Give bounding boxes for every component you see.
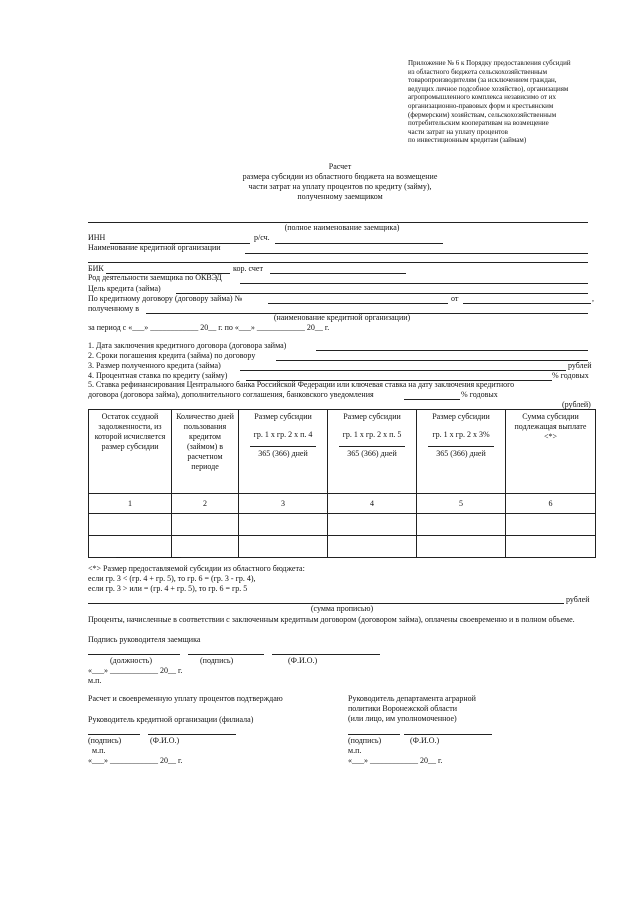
department-line-3: (или лицо, им уполномоченное): [348, 714, 457, 723]
okved-label: Род деятельности заемщика по ОКВЭД: [88, 273, 222, 282]
department-line-2: политики Воронежской области: [348, 704, 457, 713]
col-header-subsidy-3pct: Размер субсидии $\frac{\text{гр. 1 х гр. 2 х 3\%}}{\text{365 (366) дней}}$: [417, 410, 506, 494]
currency-caption: (рублей): [562, 400, 591, 409]
footnote-line-2: если гр. 3 < (гр. 4 + гр. 5), то гр. 6 = (гр. 3 - гр. 4),: [88, 574, 256, 583]
item-3-unit: рублей: [568, 361, 592, 370]
table-cell[interactable]: [328, 536, 417, 558]
borrower-name-caption: (полное наименование заемщика): [284, 223, 400, 232]
appendix-line: (фермерским) хозяйствам, сельскохозяйственным: [408, 110, 557, 119]
appendix-line: организационно-правовых форм и крестьянским: [408, 101, 554, 110]
item-1-field[interactable]: [316, 350, 588, 351]
table-cell[interactable]: [239, 536, 328, 558]
borrower-fio-field[interactable]: [272, 654, 380, 655]
received-in-label: полученному в: [88, 304, 139, 313]
inn-label: ИНН: [88, 233, 106, 242]
bank-name-field-extra[interactable]: [88, 262, 588, 263]
item-5-label: 5. Ставка рефинансирования Центрального банка Российской Федерации или ключевая ставка на дату заключения кредитного: [88, 380, 515, 389]
column-number-row: [89, 494, 596, 514]
appendix-line: Приложение № 6 к Порядку предоставления субсидий: [408, 59, 571, 67]
appendix-line: части затрат на уплату процентов: [408, 127, 508, 136]
item-2-label: 2. Сроки погашения кредита (займа) по договору: [88, 351, 256, 360]
bik-label: БИК: [88, 264, 104, 273]
bank-signature-caption: (подпись): [88, 736, 122, 745]
bank-stamp-place: м.п.: [92, 746, 106, 755]
col-number: 3: [239, 494, 328, 514]
account-field[interactable]: [275, 243, 443, 244]
document-title: [180, 162, 500, 202]
appendix-line: агропромышленного комплекса независимо от их: [408, 93, 556, 102]
col-number: 1: [89, 494, 172, 514]
table-cell[interactable]: [506, 536, 596, 558]
bank-name-field[interactable]: [245, 253, 588, 254]
col-number: 6: [506, 494, 596, 514]
contract-date-label: от: [451, 294, 459, 303]
title-line-1: Расчет: [328, 162, 352, 171]
contract-date-field[interactable]: [463, 303, 591, 304]
col-number: 5: [417, 494, 506, 514]
borrower-date-field[interactable]: «___» ____________ 20__ г.: [88, 666, 183, 675]
bank-caption: (наименование кредитной организации): [273, 313, 411, 322]
bank-name-label: Наименование кредитной организации: [88, 243, 221, 252]
appendix-line: из областного бюджета сельскохозяйственным: [408, 67, 548, 76]
bank-fio-field[interactable]: [148, 734, 236, 735]
contract-label: По кредитному договору (договору займа) №: [88, 294, 243, 303]
item-3-label: 3. Размер полученного кредита (займа): [88, 361, 221, 370]
footnote-line-3: если гр. 3 > или = (гр. 4 + гр. 5), то гр. 6 = гр. 5: [88, 584, 248, 593]
department-stamp-place: м.п.: [348, 746, 362, 755]
okved-field[interactable]: [240, 283, 588, 284]
col-number: 2: [172, 494, 239, 514]
stamp-place: м.п.: [88, 676, 102, 685]
fio-caption: (Ф.И.О.): [288, 656, 318, 665]
item-2-field[interactable]: [276, 360, 588, 361]
department-fio-caption: (Ф.И.О.): [410, 736, 440, 745]
contract-number-field[interactable]: [268, 303, 448, 304]
title-line-2: размера субсидии из областного бюджета на возмещение: [242, 172, 438, 181]
sum-caption: (сумма прописью): [310, 604, 374, 613]
borrower-signature-field[interactable]: [188, 654, 264, 655]
department-line-1: Руководитель департамента аграрной: [348, 694, 476, 703]
table-cell[interactable]: [172, 536, 239, 558]
department-signature-field[interactable]: [348, 734, 400, 735]
department-signature-caption: (подпись): [348, 736, 382, 745]
bank-date-field[interactable]: «___» ____________ 20__ г.: [88, 756, 183, 765]
borrower-position-field[interactable]: [88, 654, 180, 655]
contract-comma: ,: [592, 294, 594, 303]
loan-purpose-label: Цель кредита (займа): [88, 284, 161, 293]
col-header-subsidy-p5: Размер субсидии $\frac{\text{гр. 1 х гр. 2 х п. 5}}{\text{365 (366) дней}}$: [328, 410, 417, 494]
period-field[interactable]: за период с «___» ____________ 20__ г. по «___» ____________ 20__ г.: [88, 323, 330, 332]
position-caption: (должность): [110, 656, 152, 665]
footnote-separator: --------------------------------: [116, 553, 181, 561]
bank-confirmation: Расчет и своевременную уплату процентов подтверждаю: [88, 694, 283, 703]
department-head-label: [348, 694, 476, 724]
bank-head-label: Руководитель кредитной организации (филиала): [88, 715, 254, 724]
account-label: р/сч.: [254, 233, 270, 242]
col-header-days: Количество дней пользования кредитом (займом) в расчетном периоде: [172, 410, 239, 494]
correspondent-account-field[interactable]: [270, 273, 406, 274]
col-header-payable: Сумма субсидии подлежащая выплате <*>: [506, 410, 596, 494]
item-5-field[interactable]: [404, 399, 460, 400]
subsidy-table: [88, 409, 596, 558]
table-cell[interactable]: [89, 514, 172, 536]
payment-statement: Проценты, начисленные в соответствии с заключенным кредитным договором (договором займа), оплачены своевременно и в полном объеме.: [88, 615, 575, 624]
department-fio-field[interactable]: [404, 734, 492, 735]
item-1-label: 1. Дата заключения кредитного договора (договора займа): [88, 341, 287, 350]
sum-unit: рублей: [566, 595, 590, 604]
title-line-4: полученному заемщиком: [297, 192, 383, 201]
correspondent-account-label: кор. счет: [233, 264, 263, 273]
item-5-unit: % годовых: [461, 390, 498, 399]
appendix-line: товаропроизводителям (за исключением граждан,: [408, 76, 557, 85]
footnote-line-1: <*> Размер предоставляемой субсидии из областного бюджета:: [88, 564, 305, 573]
table-cell[interactable]: [417, 514, 506, 536]
department-date-field[interactable]: «___» ____________ 20__ г.: [348, 756, 443, 765]
table-cell[interactable]: [328, 514, 417, 536]
table-cell[interactable]: [506, 514, 596, 536]
item-5-label-cont: договора (договора займа), дополнительного соглашения, банковского уведомления: [88, 390, 374, 399]
item-4-label: 4. Процентная ставка по кредиту (займу): [88, 371, 228, 380]
bank-signature-field[interactable]: [88, 734, 140, 735]
appendix-note: [408, 59, 571, 145]
appendix-line: ведущих личное подсобное хозяйство), организациям: [408, 84, 569, 93]
table-cell[interactable]: [239, 514, 328, 536]
col-header-subsidy-p4: Размер субсидии $\frac{\text{гр. 1 х гр. 2 х п. 4}}{\text{365 (366) дней}}$: [239, 410, 328, 494]
title-line-3: части затрат на уплату процентов по кредиту (займу),: [248, 182, 432, 191]
item-3-field[interactable]: [240, 370, 566, 371]
table-row[interactable]: [89, 514, 596, 536]
table-cell[interactable]: [417, 536, 506, 558]
item-4-unit: % годовых: [552, 371, 589, 380]
table-cell[interactable]: [172, 514, 239, 536]
bank-fio-caption: (Ф.И.О.): [150, 736, 180, 745]
col-header-balance: Остаток ссудной задолженности, из которой исчисляется размер субсидии: [89, 410, 172, 494]
col-number: 4: [328, 494, 417, 514]
signature-caption: (подпись): [200, 656, 234, 665]
borrower-sign-heading: Подпись руководителя заемщика: [88, 635, 201, 644]
appendix-line: по инвестиционным кредитам (займам): [408, 136, 527, 145]
appendix-line: потребительским кооперативам на возмещение: [408, 119, 549, 128]
